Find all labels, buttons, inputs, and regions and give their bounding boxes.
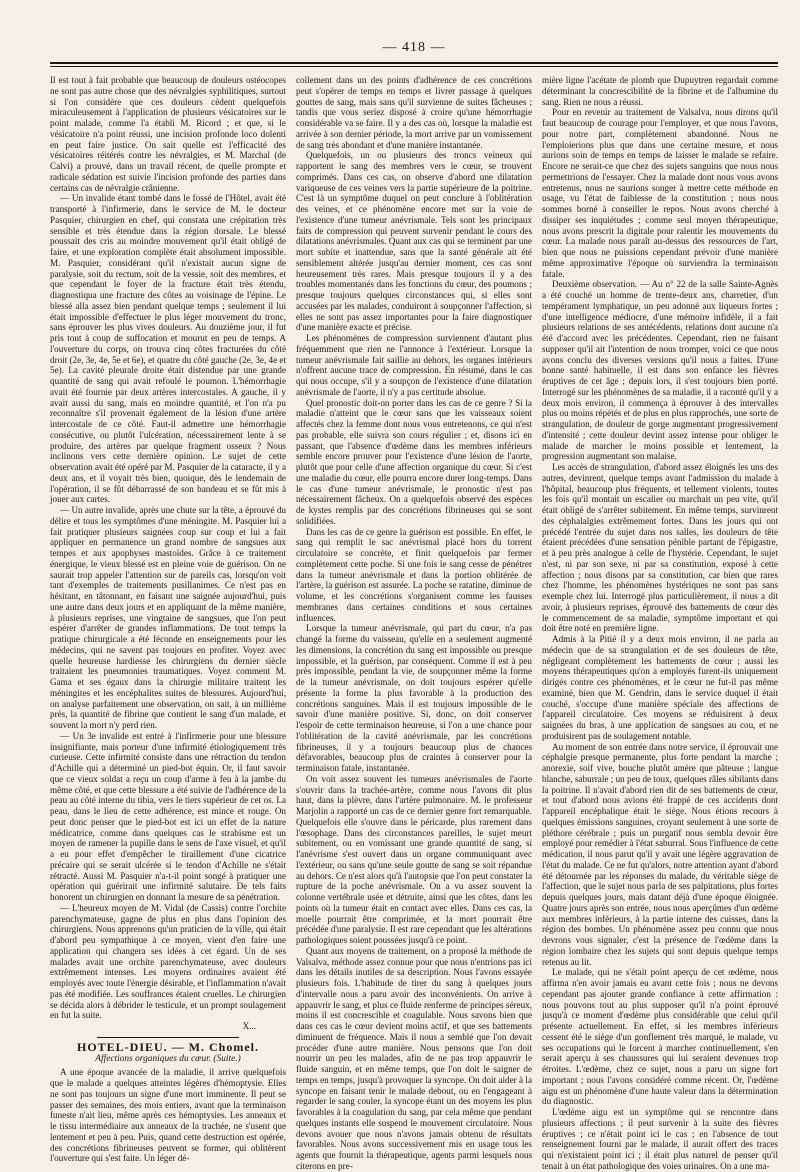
section-title: HOTEL-DIEU. — M. Chomel. bbox=[76, 1039, 259, 1054]
paragraph: Les phénomènes de compression surviennent d'autant plus fréquemment que rien ne l'annonce à l'extérieur. Lorsque la tumeur anévrismale fait saillie au dehors, les organes intérieurs n'offrent aucune trace de compression. En résumé, dans le cas qui nous occupe, s'il y a soupçon de l'existence d'une dilatation anévrismale de l'aorte, il n'y a pas certitude absolue. bbox=[296, 333, 532, 397]
paragraph: Lorsque la tumeur anévrismale, qui part du cœur, n'a pas changé la forme du vaisseau, qu'elle en a seulement augmenté les dimensions, la concrétion du sang est impossible ou presque impossible, et la guérison, par conséquent. Comme il est à peu près impossible, pendant la vie, de soupçonner même la forme de la tumeur anévrismale, on doit toujours espérer qu'elle présente la forme la plus favorable à la production des concrétions sanguines. Mais il est toujours impossible de le savoir d'une manière positive. Si, donc, on doit conserver l'espoir de cette terminaison heureuse, si l'on a une chance pour l'oblitération de la cavité anévrismale, par les concrétions fibrineuses, il y a toujours beaucoup plus de chances défavorables, beaucoup plus de craintes à conserver pour la terminaison fatale, instantanée. bbox=[296, 623, 532, 773]
paragraph: Admis à la Pitié il y a deux mois environ, il ne parla au médecin que de sa strangulation et de ses douleurs de tête, négligeant complètement les battements de cœur ; aussi les moyens thérapeutiques qu'on a employés furent-ils uniquement dirigés contre ces phénomènes, et le cœur ne fut-il pas même examiné, bien que M. Gendrin, dans le service duquel il était couché, s'occupe d'une manière spéciale des affections de l'appareil circulatoire. Ces moyens se réduisirent à deux saignées du bras, à une application de sangsues au cou, et ne produisirent pas de soulagement notable. bbox=[542, 634, 778, 741]
column-right bbox=[542, 75, 778, 1171]
paragraph: — Un autre invalide, après une chute sur la tête, a éprouvé du délire et tous les symptômes d'une méningite. M. Pasquier lui a fait pratiquer plusieurs saignées coup sur coup et lui a fait appliquer en permanence un grand nombre de sangsues aux tempes et aux apophyses mastoïdes. Grâce à ce traitement énergique, le vieux blessé est en pleine voie de guérison. On ne saurait trop appeler l'attention sur de pareils cas, lorsqu'on voit tant d'exemples de traitements pusillanimes. Ce n'est pas en hésitant, en tâtonnant, en faisant une saignée aujourd'hui, puis une autre dans deux jours et en appliquant de la même manière, à plusieurs reprises, une vingtaine de sangsues, que l'on peut espérer d'arrêter de grandes inflammations. De tout temps la pratique chirurgicale a été féconde en enseignements pour les médecins, qui ne savent pas toujours en profiter. Voyez avec quelle heureuse hardiesse les chirurgiens du dernier siècle traitaient les pneumonies traumatiques. Voyez comment M. Gama et ses égaux dans la chirurgie militaire traitent les méningites et les encéphalites suites de blessures. Aujourd'hui, on analyse parfaitement une observation, on sait, à un millième près, la quantité de fibrine que contient le sang d'un malade, et souvent la mort n'y perd rien. bbox=[50, 505, 286, 730]
article-signature: X... bbox=[242, 1021, 256, 1031]
paragraph: Dans les cas de ce genre la guérison est possible. En effet, le sang qui remplit le sac anévrismal placé hors du torrent circulatoire se concrète, et finit quelquefois par fermer complètement cette poche. Si une fois le sang cesse de pénétrer dans la tumeur anévrismale et dans la portion oblitérée de l'artère, la guérison est assurée. La poche se ratatine, diminue de volume, et les concrétions s'organisent comme les fausses membranes dans certaines conditions et sous certaines influences. bbox=[296, 526, 532, 623]
paragraph: — Un invalide étant tombé dans le fossé de l'Hôtel, avait été transporté à l'infirmerie, dans le service de M. le docteur Pasquier, chirurgien en chef, qui constata une crépitation très sensible et très étendue dans la région dorsale. Le blessé poussait des cris au moindre mouvement qu'il était obligé de faire, et une exploration complète était absolument impossible. M. Pasquier, considérant qu'il n'existait aucun signe de paralysie, soit du rectum, soit de la vessie, soit des membres, et que cependant le foyer de la fracture était très étendu, diagnostiqua une fracture des côtes au voisinage de l'épine. Le blessé alla assez bien pendant quelque temps ; seulement il lui était impossible d'effectuer le plus léger mouvement du tronc, sans éprouver les plus vives douleurs. Au douzième jour, il fut pris tout à coup de suffocation et mourut en peu de temps. A l'ouverture du corps, on trouva cinq côtes fracturées du côté droit (2e, 3e, 4e, 5e et 6e), et quatre du côté gauche (2e, 3e, 4e et 5e). La cavité pleurale droite était distendue par une grande quantité de sang qui avait refoulé le poumon. L'hémorrhagie avait été fournie par deux artères intercostales. A gauche, il y avait aussi du sang, mais en moindre quantité, et l'on n'a pu reconnaître s'il provenait également de la lésion d'une artère intercostale de ce côté. Faut-il admettre une hémorrhagie consécutive, ou plutôt l'ulcération, nécessairement lente à se produire, des artères par quelque fragment osseux ? Nous inclinons vers cette dernière opinion. Le sujet de cette observation avait été opéré par M. Pasquier de la cataracte, il y a deux ans, et il voyait très bien, quoique, dès le lendemain de l'opération, il se fût débarrassé de son bandeau et se fût mis à jouer aux cartes. bbox=[50, 193, 286, 505]
paragraph: Quant aux moyens de traitement, on a proposé la méthode de Valsalva, méthode assez connue pour que nous n'entrions pas ici dans les détails inutiles de sa description. Nous l'avons essayée plusieurs fois. L'habitude de tirer du sang à quelques jours d'intervalle nous a paru avoir des inconvénients. On arrive à appauvrir le sang, et plus ce fluide renferme de principes séreux, moins il est concrescible et coagulable. Nous savons bien que dans ces cas le cœur devient moins actif, et que ses battements diminuent de fréquence. Mais il nous a semblé que l'on devait procéder d'une autre manière. Nous pensons que l'on doit nourrir un peu les malades, afin de ne pas trop appauvrir le fluide sanguin, et en même temps, que l'on doit le saigner de temps en temps, jusqu'à provoquer la syncope. On doit aider à la syncope en faisant tenir le malade debout, ou en l'engageant à regarder le sang couler, la syncope étant un des moyens les plus favorables à la coagulation du sang, par cela même que pendant quelques instants elle suspend le mouvement circulatoire. Nous devons avouer que nous n'avons jamais obtenu de résultats favorables. Nous avons successivement mis en usage tous les agents que fournit la thérapeutique, agents parmi lesquels nous citerons en pre- bbox=[296, 945, 532, 1171]
paragraph: L'œdème aigu est un symptôme qui se rencontre dans plusieurs affections ; il peut survenir à la suite des fièvres éruptives ; ce n'était point ici le cas ; en l'absence de tout renseignement fourni par le malade, il aurait offert des traces qui n'existaient point ici ; il était plus naturel de penser qu'il tenait à un état pathologique des voies urinaires. On a une ma- bbox=[542, 1107, 778, 1171]
paragraph: collement dans un des points d'adhérence de ces concrétions peut s'opérer de temps en temps et livrer passage à quelques gouttes de sang, mais sans qu'il survienne de suites fâcheuses ; tandis que vous seriez disposé à croire qu'une hémorrhagie considérable va se faire. Il y a des cas où, lorsque la maladie est arrivée à son dernier période, la mort arrive par un vomissement de sang très abondant et d'une manière instantanée. bbox=[296, 75, 532, 150]
paragraph: On voit assez souvent les tumeurs anévrismales de l'aorte s'ouvrir dans la trachée-artère, comme nous l'avons dit plus haut, dans la plèvre, dans l'artère pulmonaire. M. le professeur Marjolin a rapporté un cas de ce dernier genre fort remarquable. Quelquefois elle s'ouvre dans le péricarde, plus rarement dans l'œsophage. Dans des circonstances pareilles, le sujet meurt subitement, ou en vomissant une grande quantité de sang, si l'anévrisme s'est ouvert dans un organe communiquant avec l'extérieur, ou sans qu'une seule goutte de sang se soit répandue au dehors. Ce n'est alors qu'à l'autopsie que l'on peut constater la rupture de la poche anévrismale. On a vu assez souvent la colonne vertébrale usée et détruite, ainsi que les côtes, dans les points où la tumeur était en contact avec elles. Dans ces cas, la moelle pourrait être comprimée, et la mort pourrait être précédée d'une paralysie. Il est rare cependant que les altérations pathologiques soient poussées jusqu'à ce point. bbox=[296, 773, 532, 945]
paragraph: Il est tout à fait probable que beaucoup de douleurs ostéocopes ne sont pas autre chose que des névralgies syphilitiques, surtout si l'on considère que ces douleurs cèdent quelquefois miraculeusement à l'application de plusieurs vésicatoires sur le point malade, comme l'a établi M. Ricord ; et que, si le vésicatoire n'a point réussi, une incision profonde loco dolenti en peut faire justice. On sait quelle est l'efficacité des vésicatoires réitérés contre les névralgies, et M. Marchal (de Calvi) a prouvé, dans un travail récent, de quelle prompte et radicale sédation est suivie l'incision profonde des parties dans certains cas de névralgie crânienne. bbox=[50, 75, 286, 193]
paragraph: — Un 3e invalide est entré à l'infirmerie pour une blessure insignifiante, mais porteur d'une infirmité étiologiquement très curieuse. Cette infirmité consiste dans une rétraction du tendon d'Achille qui a déterminé un pied-bot équin. Or, il faut savoir que ce vieux soldat a reçu un coup d'arme à feu à la jambe du même côté, et que cette blessure a été suivie de l'adhérence de la peau au côté interne du tibia, vers le tiers supérieur de cet os. La peau, dans le lieu de cette adhérence, est mince et rouge. On peut donc penser que le pied-bot est ici un effet de la nature médicatrice, comme dans quelques cas le strabisme est un moyen de ramener la pupille dans le sens de l'axe visuel, et qu'il a eu pour effet d'empêcher le tiraillement d'une cicatrice précaire qui se serait ulcérée si le tendon d'Achille ne s'était rétracté. Aussi M. Pasquier n'a-t-il point songé à pratiquer une opération qui guérirait une infirmité salutaire. De tels faits honorent un chirurgien en donnant la mesure de sa pénétration. bbox=[50, 730, 286, 902]
paragraph: Pour en revenir au traitement de Valsalva, nous dirons qu'il faut beaucoup de courage pour l'employer, et que nous l'avons, pour notre part, complètement abandonné. Nous ne l'emploierions plus que dans une certaine mesure, et nous aurions soin de temps en temps de laisser le malade se refaire. Encore ne serait-ce que chez des sujets sanguins que nous nous permettrions de l'essayer. Chez la malade dont nous vous avons entretenus, nous ne saurions songer à mettre cette méthode en usage, vu l'état de faiblesse de la constitution ; nous nous sommes borné à conseiller le repos. Nous avons cherché à dissiper ses inquiétudes ; comme seul moyen thérapeutique, nous avons prescrit la digitale pour ralentir les mouvements du cœur. La malade nous paraît au-dessus des ressources de l'art, bien que nous ne puissions cependant prévoir d'une manière même approximative l'époque où surviendra la terminaison fatale. bbox=[542, 107, 778, 279]
paragraph: Quelquefois, un ou plusieurs des troncs veineux qui rapportent le sang des membres vers le cœur, se trouvent comprimés. Dans ces cas, on observe d'abord une dilatation variqueuse de ces veines vers la partie supérieure de la poitrine. C'est là un symptôme duquel on peut conclure à l'oblitération des veines, et ce phénomène encore met sur la voie de l'existence d'une tumeur anévrismale. Tels sont les principaux faits de compression qui peuvent survenir pendant le cours des dilatations anévrismales. Quant aux cas qui se terminent par une mort subite et inattendue, sans que la santé générale ait été sensiblement altérée jusqu'au dernier moment, ces cas sont heureusement très rares. Mais presque toujours il y a des troubles momentanés dans les fonctions du cœur, des poumons ; presque toujours quelques circonstances qui, si elles sont accusées par les malades, conduiront à soupçonner l'affection, si elles ne sont pas assez importantes pour la faire diagnostiquer d'une manière exacte et précise. bbox=[296, 150, 532, 333]
paragraph: — L'heureux moyen de M. Vidal (de Cassis) contre l'orchite parenchymateuse, gagne de plus en plus dans l'opinion des chirurgiens. Nous apprenons qu'un praticien de la ville, qui était d'abord peu sympathique à ce moyen, vient d'en faire une application qui changera ses idées à cet égard. Un de ses malades avait une orchite parenchymateuse, avec douleurs extrêmement intenses. Les moyens ordinaires avaient été employés avec toute l'énergie désirable, et l'inflammation n'avait pas été modifiée. Les souffrances étaient cruelles. Le chirurgien se décida alors à débrider le testicule, et un prompt soulagement en fut la suite. bbox=[50, 902, 286, 1021]
section-divider bbox=[97, 1037, 239, 1038]
paragraph: Deuxième observation. — Au n° 22 de la salle Sainte-Agnès a été couché un homme de trente-deux ans, charretier, d'un tempérament lymphatique, un peu adonné aux liqueurs fortes ; d'une intelligence médiocre, d'une mémoire infidèle, il a fait plusieurs relations de ses antécédents, relations dont aucune n'a été d'accord avec les précédentes. Cependant, rien ne faisant supposer qu'il ait l'intention de nous tromper, voici ce que nous avons conclu des diverses versions qu'il nous a faites. D'une bonne santé habituelle, il est dans son enfance les fièvres éruptives de cet âge ; depuis lors, il s'est toujours bien porté. Interrogé sur les phénomènes de sa maladie, il a raconté qu'il y a deux mois environ, il commença à éprouver à des intervalles plus ou moins répétés et de plus en plus rapprochés, une sorte de strangulation, de douleur de gorge augmentant progressivement d'intensité ; cette douleur devint assez intense pour obliger le malade de marcher le moins possible et lentement, la progression augmentant son malaise. bbox=[542, 279, 778, 462]
page-header bbox=[50, 0, 778, 62]
paragraph: Au moment de son entrée dans notre service, il éprouvait une céphalgie presque permanente, plus forte pendant la marche ; anorexie, soif vive, bouche plutôt amère que pâteuse ; langue blanche, saburrale ; un peu de toux, quelques râles sibilants dans la poitrine. Il n'avait d'abord rien dit de ses battements de cœur, et tout d'abord nous avions été frappé de ces accidents dont l'appareil encéphalique était le siège. Nous étions recours à quelques émissions sanguines, croyant seulement à une sorte de pléthore cérébrale ; puis un purgatif nous sembla devoir être employé pour remédier à l'état saburral. Sous l'influence de cette médication, il nous parut qu'il y avait une légère aggravation de l'état du malade. Ce ne fut qu'alors, notre attention ayant d'abord été détournée par les réponses du malade, du véritable siège de l'affection, que le sujet nous parla de ses palpitations, plus fortes depuis quelques jours, mais datant déjà d'une époque éloignée. Quatre jours après son entrée, nous nous aperçûmes d'un œdème aux membres inférieurs, à la partie interne des cuisses, dans la région des bombes. Un phénomène assez peu connu que nous devrons vous signaler, c'est la présence de l'œdème dans la région lombaire chez les sujets qui sont depuis quelque temps retenus au lit. bbox=[542, 741, 778, 967]
paragraph: A une époque avancée de la maladie, il arrive quelquefois que le malade a quelques atteintes légères d'hémoptysie. Elles ne sont pas toujours un signe d'une mort imminente. Il peut se passer des semaines, des mois entiers, avant que la terminaison funeste n'ait lieu, même après ces hémoptysies. Les anneaux et le tissu intermédiaire aux anneaux de la trachée, ne s'usent que lentement et peu à peu. Puis, quand cette destruction est opérée, des concrétions fibrineuses peuvent se former, qui oblitèrent l'ouverture qui s'est faite. Un léger dé- bbox=[50, 1067, 286, 1164]
paragraph: Les accès de strangulation, d'abord assez éloignés les uns des autres, devinrent, quelque temps avant l'admission du malade à l'hôpital, beaucoup plus fréquents, et tellement violents, toutes les fois qu'il montait un escalier ou marchait un peu vite, qu'il était obligé de s'arrêter subitement. En même temps, survinrent des céphalalgies extrêmement fortes. Dans les jours qui ont précédé l'entrée du sujet dans nos salles, les douleurs de tête étaient précédées d'une sensation pénible partant de l'épigastre, et à peu près analogue à celle de l'hystérie. Cependant, le sujet n'est, ni par son sexe, ni par sa constitution, exposé à cette affection ; nous disons par sa constitution, car bien que rares chez l'homme, les phénomènes hystériques ne sont pas sans exemple chez lui. Interrogé plus particulièrement, il nous a dit avoir, à plusieurs reprises, éprouvé des battements de cœur dès le commencement de sa maladie, symptôme important et qui doit être noté en première ligne. bbox=[542, 462, 778, 634]
paragraph: Le malade, qui ne s'était point aperçu de cet œdème, nous affirma n'en avoir jamais eu avant cette fois ; nous ne devons cependant pas ajouter grande confiance à cette affirmation : nous pouvons tout au plus supposer qu'il n'a point éprouvé jusqu'à ce moment d'œdème plus considérable que celui qu'il présente actuellement. En effet, si les membres inférieurs cessent été le siège d'un gonflement très marqué, le malade, vu ses occupations qui le forcent à marcher continuellement, s'en serait aperçu à ses chaussures qui lui seraient devenues trop étroites. L'œdème, chez ce sujet, nous a paru un signe fort important ; nous l'avons considéré comme récent. Or, l'œdème aigu est un phénomène d'une haute valeur dans la détermination du diagnostic. bbox=[542, 967, 778, 1107]
section-subtitle: Affections organiques du cœur. (Suite.) bbox=[95, 1053, 241, 1064]
paragraph: Quel pronostic doit-on porter dans les cas de ce genre ? Si la maladie n'atteint que le cœur sans que les vaisseaux soient affectés chez la femme dont nous vous entretenons, ce qui n'est pas probable, elle suivra son cours régulier ; et, disons ici en passant, que l'absence d'œdème dans les membres inférieurs semble encore prouver pour l'existence d'une lésion de l'aorte, plutôt que pour celle d'une affection organique du cœur. Si c'est une maladie du cœur, elle pourra encore durer long-temps. Dans le cas d'une tumeur anévrismale, le pronostic n'est pas nécessairement fâcheux. On a quelquefois observé des espèces de kystes remplis par des concrétions fibrineuses qui se sont solidifiées. bbox=[296, 397, 532, 526]
text-columns bbox=[50, 75, 778, 1171]
header-rule bbox=[50, 62, 778, 67]
column-middle bbox=[296, 75, 532, 1171]
paragraph: mière ligne l'acétate de plomb que Dupuytren regardait comme déterminant la concrescibilité de la fibrine et de l'albumine du sang. Rien ne nous a réussi. bbox=[542, 75, 778, 107]
page-number: — 418 — bbox=[382, 40, 446, 55]
column-left bbox=[50, 75, 286, 1164]
